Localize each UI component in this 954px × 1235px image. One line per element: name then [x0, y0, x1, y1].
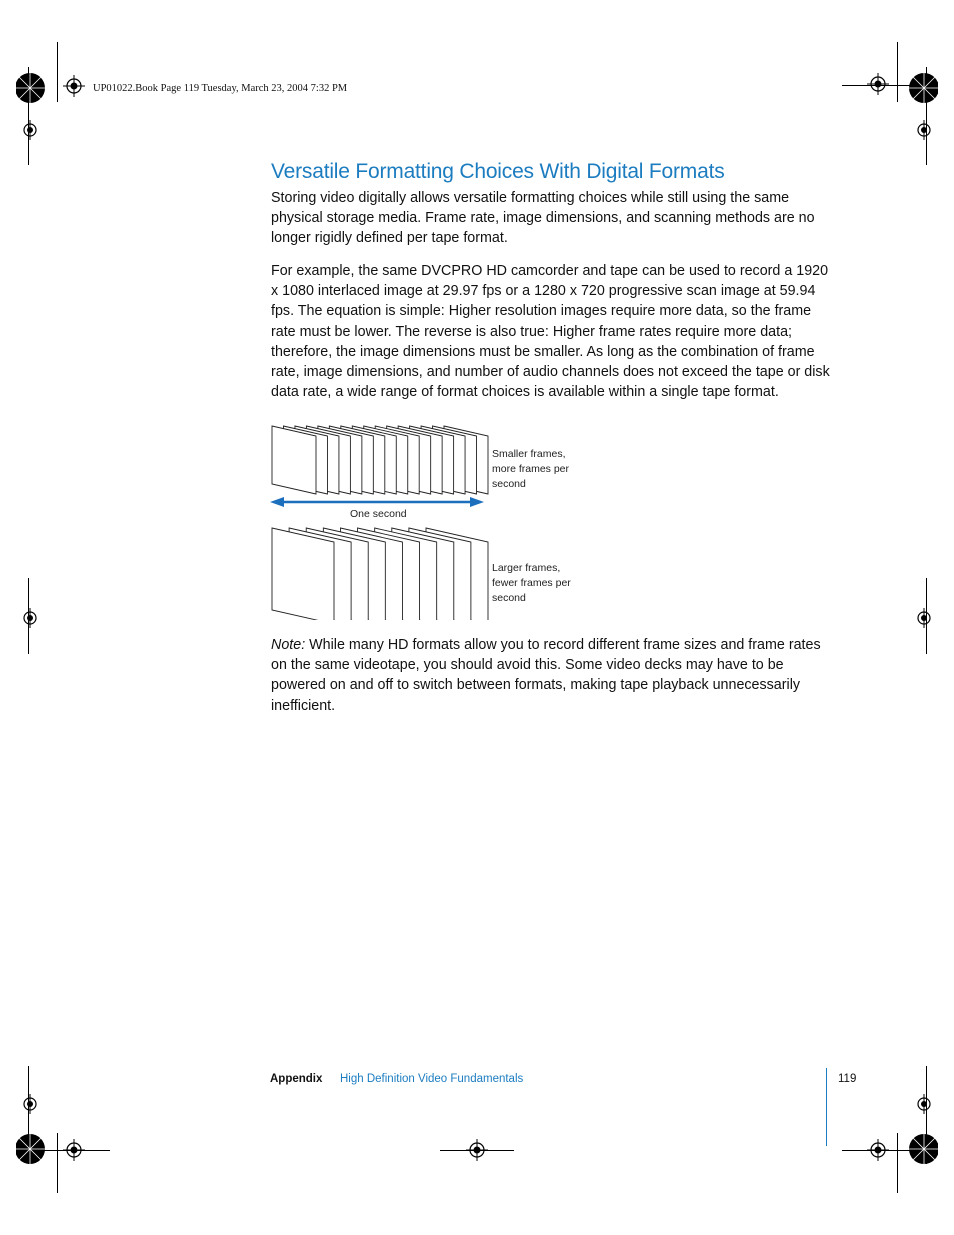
crop-mark	[897, 1133, 898, 1193]
larger-frames-label: Larger frames, fewer frames per second	[492, 562, 571, 604]
starburst-target-icon	[906, 1131, 938, 1167]
print-slug: UP01022.Book Page 119 Tuesday, March 23, 2004 7:32 PM	[93, 83, 348, 94]
arrow-right-icon	[470, 497, 484, 507]
crop-mark	[57, 42, 58, 102]
registration-mark-icon	[20, 608, 40, 628]
starburst-target-icon	[906, 70, 938, 106]
starburst-target-icon	[16, 1131, 48, 1167]
registration-mark-icon	[63, 75, 85, 97]
registration-mark-icon	[914, 120, 934, 140]
section-title: Versatile Formatting Choices With Digital Formats	[271, 160, 725, 183]
registration-mark-icon	[466, 1139, 488, 1161]
crop-mark	[897, 42, 898, 102]
registration-mark-icon	[63, 1139, 85, 1161]
note-paragraph	[271, 635, 831, 716]
registration-mark-icon	[914, 608, 934, 628]
starburst-target-icon	[16, 70, 48, 106]
registration-mark-icon	[867, 1139, 889, 1161]
registration-mark-icon	[20, 120, 40, 140]
registration-mark-icon	[914, 1094, 934, 1114]
small-frame	[272, 426, 316, 494]
one-second-label: One second	[350, 508, 407, 520]
page-number: 119	[838, 1073, 857, 1085]
footer-chapter-title: High Definition Video Fundamentals	[340, 1073, 524, 1085]
crop-mark	[57, 1133, 58, 1193]
note-text: While many HD formats allow you to record different frame sizes and frame rates on the same videotape, you should avoid this. Some video decks may have to be powered on and off to switch between formats, making tape playback unnecessarily inefficient.	[271, 637, 821, 714]
large-frame	[272, 528, 334, 620]
arrow-left-icon	[270, 497, 284, 507]
registration-mark-icon	[20, 1094, 40, 1114]
note-label: Note:	[271, 637, 306, 653]
body-paragraph-2: For example, the same DVCPRO HD camcorder and tape can be used to record a 1920 x 1080 interlaced image at 29.97 fps or a 1280 x 720 progressive scan image at 59.94 fps. The equation is simple: Higher resolution images require more data, so the frame rate must be lower. The reverse is also true: Higher frame rates require more data; therefore, the image dimensions must be smaller. As long as the combination of frame rate, image dimensions, and number of audio channels does not exceed the tape or disk data rate, a wide range of format choices is available within a single tape format.	[271, 263, 830, 401]
registration-mark-icon	[867, 73, 889, 95]
body-paragraph-1: Storing video digitally allows versatile formatting choices while still using the same physical storage media. Frame rate, image dimensions, and scanning methods are no longer rigidly defined per tape format.	[271, 190, 815, 247]
smaller-frames-label: Smaller frames, more frames per second	[492, 448, 570, 490]
footer-section-label: Appendix	[270, 1073, 323, 1085]
footer-divider	[826, 1068, 827, 1146]
